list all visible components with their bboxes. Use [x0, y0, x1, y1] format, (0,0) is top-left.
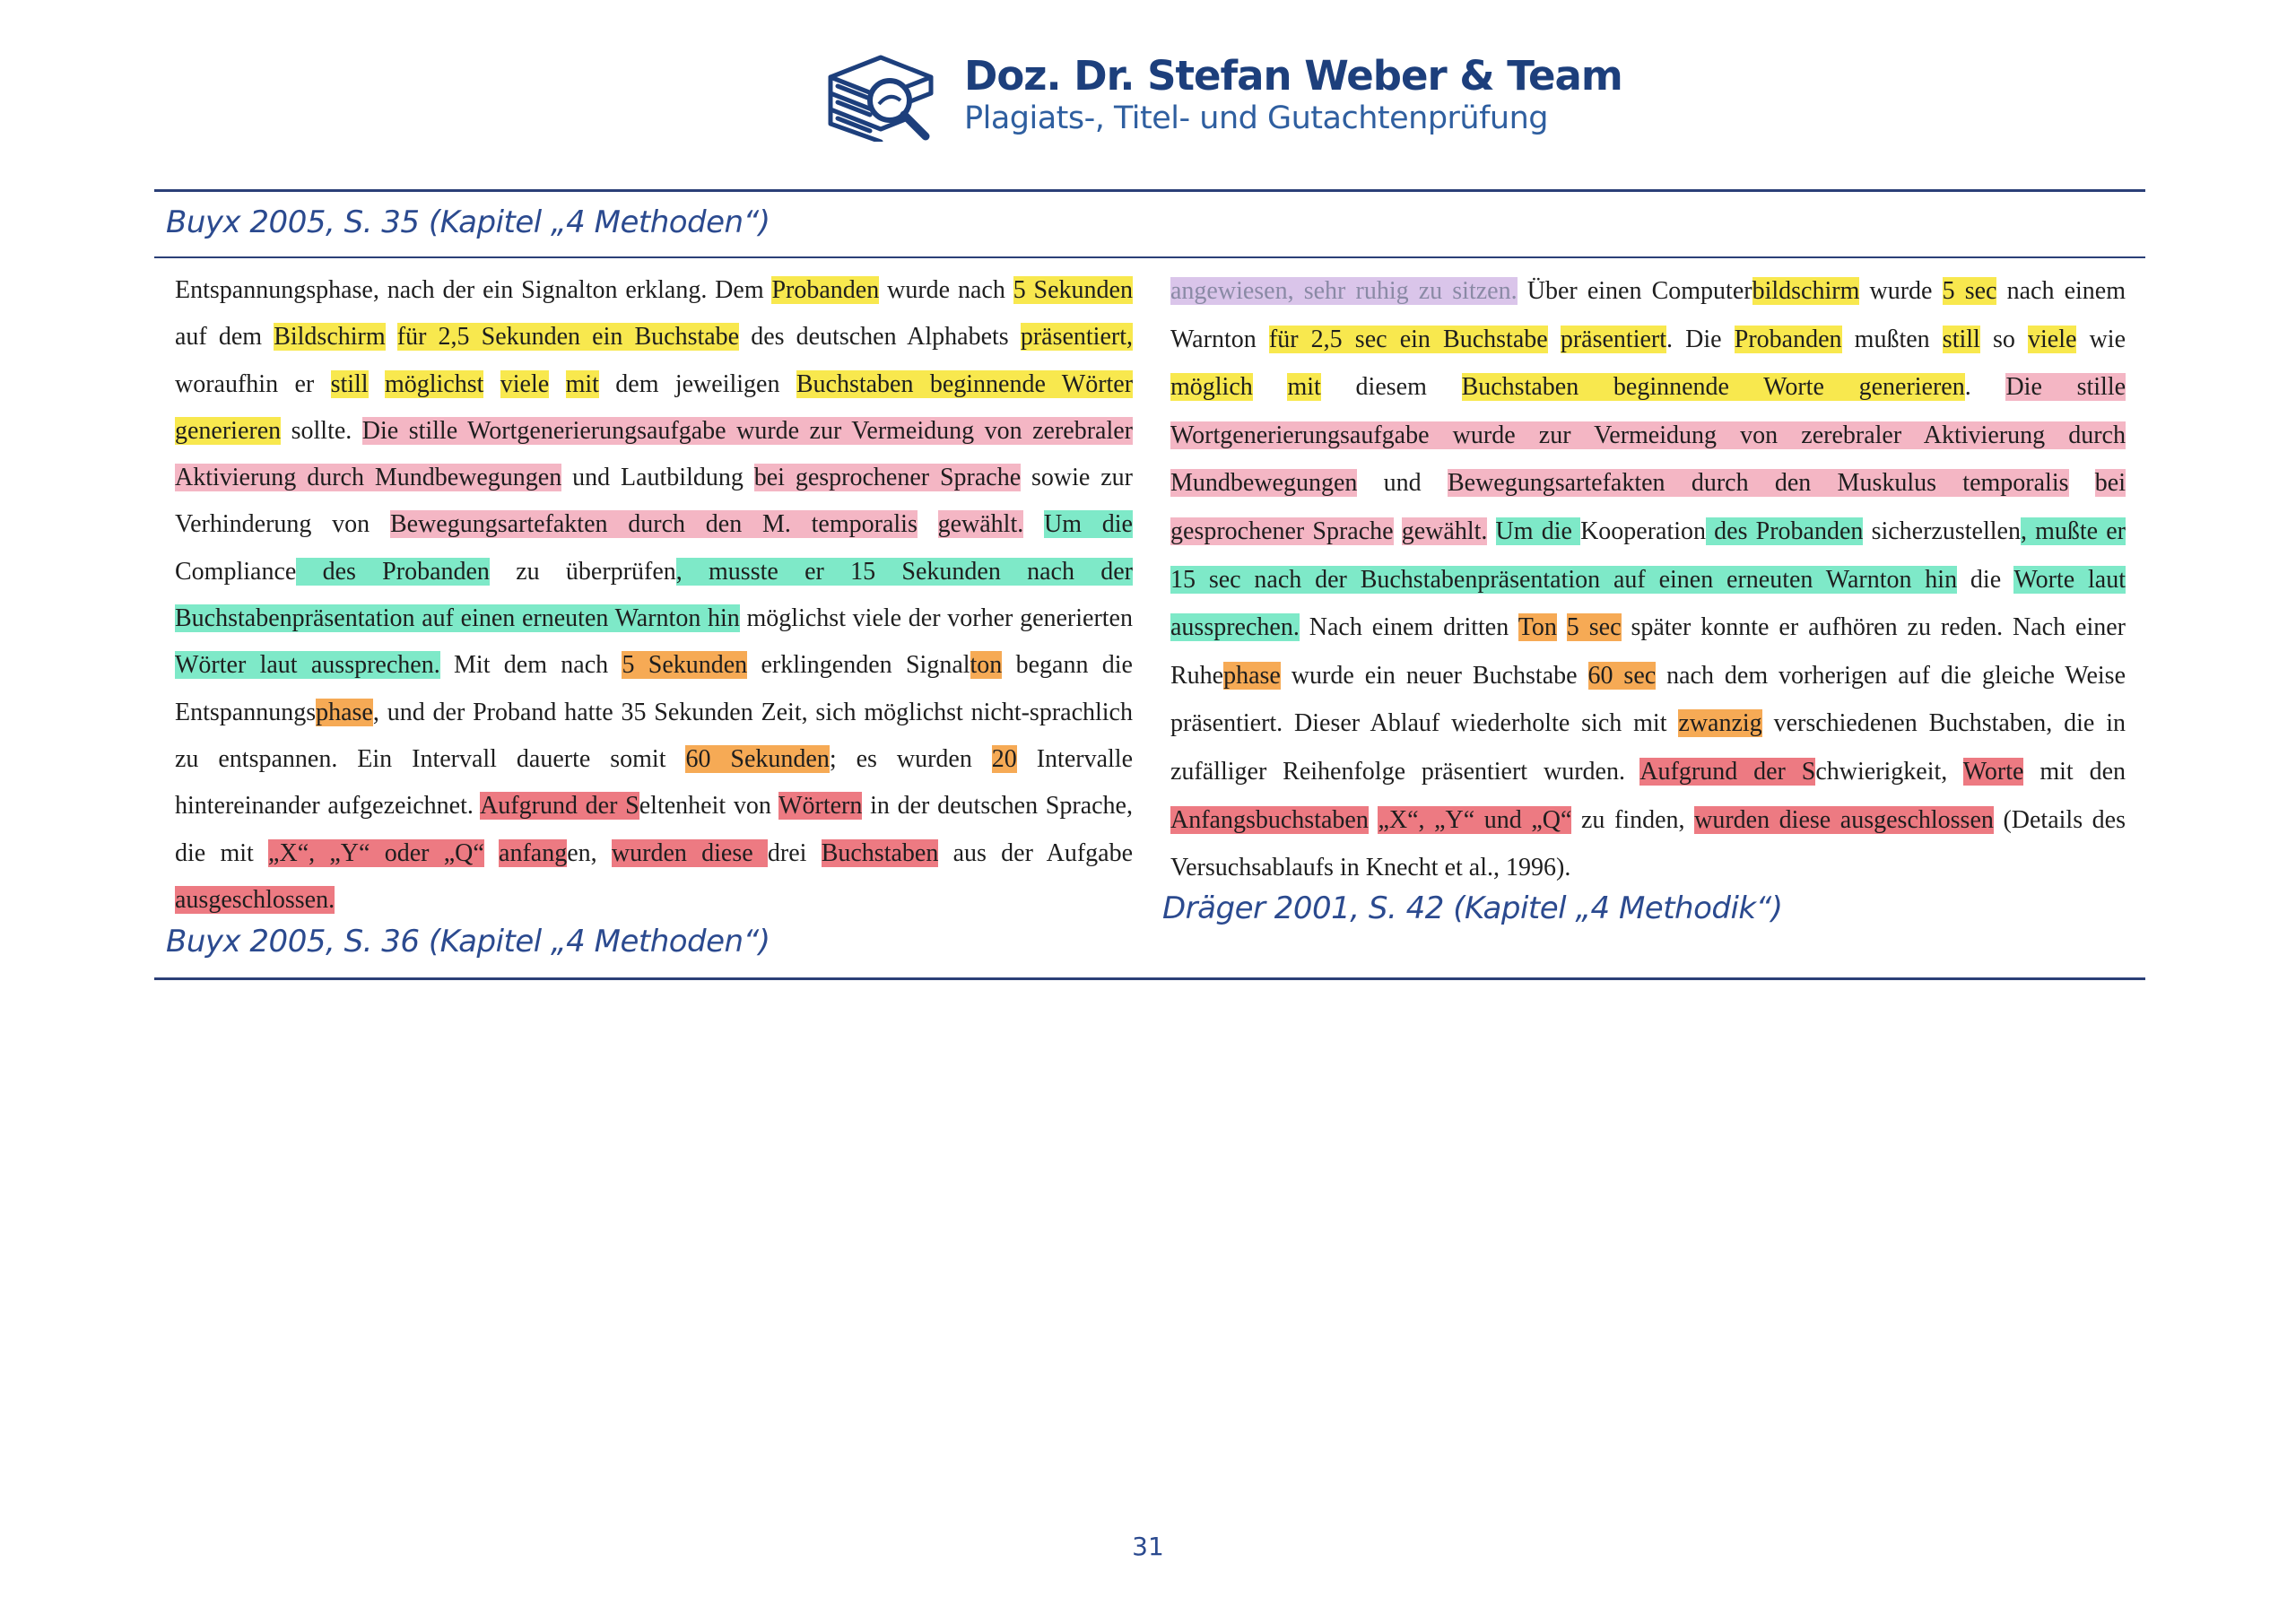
highlighted-text-segment: für 2,5 sec ein Buchstabe: [1268, 325, 1548, 353]
book-magnifier-icon: [825, 50, 936, 142]
mid-divider: [154, 256, 2145, 258]
highlighted-text-segment: mit: [1287, 373, 1321, 402]
text-segment: eltenheit von: [639, 792, 779, 821]
text-segment: sicherzustellen: [1863, 517, 2021, 545]
highlighted-text-segment: ton: [970, 651, 1003, 680]
highlighted-text-segment: 5 Sekunden: [1013, 276, 1133, 304]
highlighted-text-segment: gewählt.: [937, 510, 1024, 539]
highlighted-text-segment: des Probanden: [1706, 517, 1864, 545]
highlighted-text-segment: anfang: [499, 838, 568, 867]
brand-subtitle: Plagiats-, Titel- und Gutachtenprüfung: [964, 100, 1549, 136]
text-segment: wurde nach: [879, 276, 1013, 304]
text-segment: [1548, 326, 1561, 353]
highlighted-text-segment: Ton: [1518, 613, 1557, 642]
text-segment: [1487, 517, 1495, 545]
highlighted-text-segment: phase: [1223, 661, 1281, 690]
highlighted-text-segment: möglich: [1170, 373, 1253, 402]
highlighted-text-segment: bei gesprochener Sprache: [753, 464, 1022, 492]
text-segment: und Lautbildung: [561, 464, 754, 492]
text-segment: [1253, 373, 1288, 401]
text-segment: [483, 370, 500, 398]
text-segment: nach dem vorherigen auf die gleiche Weise präsentiert. Dieser Ablauf wiederholte sich mit: [1170, 661, 2126, 738]
highlighted-text-segment: Worte laut aussprechen.: [1170, 565, 2126, 642]
text-segment: Intervalle hintereinander aufgezeichnet.: [175, 744, 1134, 821]
highlighted-text-segment: für 2,5 Sekunden ein Buchstabe: [396, 323, 740, 352]
text-segment: [918, 510, 938, 538]
text-segment: [484, 839, 499, 867]
text-segment: [1557, 613, 1567, 641]
text-segment: [369, 370, 385, 398]
highlighted-text-segment: still: [1942, 325, 1980, 353]
text-segment: in der deutschen Sprache, die mit: [175, 792, 1133, 867]
highlighted-text-segment: Die stille Wortgenerierungsaufgabe wurde zur Vermeidung von zerebraler Aktivierung durch Mundbewegungen: [1170, 373, 2126, 498]
text-segment: aus der Aufgabe: [938, 838, 1134, 867]
highlighted-text-segment: Bewegungsartefakten durch den Muskulus temporalis: [1447, 469, 2069, 498]
text-segment: zu überprüfen: [489, 557, 676, 586]
text-segment: Über einen Computer: [1517, 277, 1752, 305]
text-segment: en,: [567, 838, 612, 867]
text-segment: [1394, 517, 1402, 545]
highlighted-text-segment: Probanden: [1734, 325, 1842, 353]
highlighted-text-segment: gewählt.: [1401, 517, 1488, 545]
text-segment: dem jeweiligen: [598, 369, 796, 398]
highlighted-text-segment: Um die: [1044, 510, 1133, 539]
right-paragraph: [1170, 267, 2126, 892]
text-segment: Compliance: [175, 557, 297, 586]
text-segment: so: [1979, 325, 2028, 353]
text-segment: zu finden,: [1571, 805, 1695, 834]
text-segment: erklingenden Signal: [747, 651, 970, 680]
highlighted-text-segment: bei gesprochener Sprache: [1170, 469, 2126, 545]
highlighted-text-segment: still: [330, 369, 369, 398]
page-number: 31: [1132, 1532, 1164, 1561]
text-segment: sollte.: [281, 416, 362, 445]
highlighted-text-segment: Wörter laut aussprechen.: [175, 651, 440, 680]
highlighted-text-segment: 60 sec: [1587, 661, 1657, 690]
text-segment: verschiedenen Buchstaben, die in zufälliger Reihenfolge präsentiert wurden.: [1170, 709, 2126, 786]
text-segment: [2069, 469, 2095, 497]
highlighted-text-segment: buchstaben: [1255, 805, 1369, 834]
highlighted-text-segment: viele: [500, 369, 550, 398]
highlighted-text-segment: 60 Sekunden: [685, 744, 830, 773]
source-label-top: Buyx 2005, S. 35 (Kapitel „4 Methoden“): [166, 204, 770, 240]
highlighted-text-segment: phase: [316, 698, 373, 726]
highlighted-text-segment: präsentiert,: [1020, 323, 1133, 352]
text-segment: wie: [2076, 325, 2126, 353]
highlighted-text-segment: Buchstaben beginnende Worte generieren: [1461, 373, 1965, 402]
highlighted-text-segment: „X“, „Y“ und „Q“: [1378, 805, 1572, 834]
source-label-left-bottom: Buyx 2005, S. 36 (Kapitel „4 Methoden“): [166, 924, 770, 960]
text-segment: mit den: [2023, 757, 2126, 786]
text-segment: Nach einem dritten: [1299, 613, 1518, 642]
header: [825, 45, 1622, 143]
highlighted-text-segment: Die stille Wortgenerierungsaufgabe wurde zur Vermeidung von zerebraler Aktivierung durch Mundbewegungen: [175, 416, 1133, 492]
text-segment: [1369, 806, 1378, 834]
text-segment: später konnte er aufhören zu reden. Nach einer Ruhe: [1170, 613, 2126, 690]
left-paragraph: [175, 267, 1133, 924]
highlighted-text-segment: präsentiert: [1560, 325, 1667, 353]
text-segment: diesem: [1320, 373, 1462, 402]
text-segment: Entspannungsphase, nach der ein Signalton erklang. Dem: [175, 276, 772, 304]
highlighted-text-segment: ausgeschlossen.: [175, 885, 335, 914]
top-divider: [154, 189, 2145, 192]
text-segment: drei: [767, 838, 822, 867]
highlighted-text-segment: 5 sec: [1942, 277, 1997, 305]
highlighted-text-segment: des Probanden: [296, 557, 490, 586]
highlighted-text-segment: zwanzig: [1678, 709, 1762, 738]
text-segment: möglichst viele der vorher generierten: [739, 604, 1133, 633]
right-column-text: [1170, 267, 2126, 892]
highlighted-text-segment: möglichst: [384, 369, 484, 398]
highlighted-text-segment: Aufgrund der S: [1639, 757, 1816, 786]
highlighted-text-segment: Bewegungsartefakten durch den M. temporalis: [389, 510, 918, 539]
text-segment: . Die: [1666, 325, 1735, 353]
highlighted-text-segment: Probanden: [771, 276, 880, 304]
text-segment: .: [1964, 373, 2006, 402]
highlighted-text-segment: 5 Sekunden: [622, 651, 748, 680]
text-segment: die: [1957, 565, 2014, 594]
left-column-text: [175, 267, 1133, 924]
text-segment: auf dem: [175, 323, 274, 352]
highlighted-text-segment: , mußte er 15 sec nach der Buchstabenpräsentation auf einen erneuten Warnton hin: [1170, 517, 2126, 594]
source-label-right-bottom: Dräger 2001, S. 42 (Kapitel „4 Methodik“): [1162, 890, 1783, 926]
highlighted-text-segment: Buchstaben: [821, 838, 939, 867]
text-segment: nach einem Warnton: [1170, 277, 2126, 353]
highlighted-text-segment: wurden diese ausgeschlossen: [1694, 805, 1994, 834]
highlighted-text-segment: „X“, „Y“ oder „Q“: [268, 838, 484, 867]
highlighted-text-segment: 20: [991, 744, 1017, 773]
text-segment: wurde: [1859, 277, 1943, 305]
highlighted-text-segment: , musste er 15 Sekunden nach der Buchstabenpräsentation auf einen erneuten Warnton hin: [175, 557, 1133, 633]
bottom-divider: [154, 977, 2145, 980]
highlighted-text-segment: Wörtern: [778, 792, 863, 821]
highlighted-text-segment: Anfangs: [1170, 805, 1256, 834]
highlighted-text-segment: wurden diese: [611, 838, 768, 867]
text-segment: ; es wurden: [829, 744, 992, 773]
text-segment: [386, 323, 397, 351]
highlighted-text-segment: Buchstaben beginnende Wörter generieren: [175, 369, 1134, 445]
text-segment: sowie zur Verhinderung von: [175, 464, 1133, 539]
highlighted-text-segment: angewiesen, sehr ruhig zu sitzen.: [1170, 277, 1518, 305]
highlighted-text-segment: viele: [2028, 325, 2077, 353]
text-segment: [549, 370, 565, 398]
text-segment: chwierigkeit,: [1815, 757, 1963, 786]
text-segment: Mit dem nach: [439, 651, 622, 680]
text-segment: begann die Entspannungs: [175, 651, 1133, 726]
highlighted-text-segment: Aufgrund der S: [480, 792, 639, 821]
highlighted-text-segment: bildschirm: [1752, 277, 1860, 305]
text-segment: , und der Proband hatte 35 Sekunden Zeit, sich möglichst nicht-sprachlich zu entspannen. Ein Intervall dauerte somit: [175, 698, 1133, 773]
text-segment: des deutschen Alphabets: [739, 323, 1021, 352]
highlighted-text-segment: 5 sec: [1566, 613, 1622, 642]
highlighted-text-segment: Um die: [1495, 517, 1581, 545]
text-segment: wurde ein neuer Buchstabe: [1280, 661, 1588, 690]
text-segment: (Details des Versuchsablaufs in Knecht et al., 1996).: [1170, 805, 2126, 882]
highlighted-text-segment: mit: [565, 369, 599, 398]
text-segment: [1023, 510, 1044, 538]
text-segment: Kooperation: [1580, 517, 1707, 545]
brand-title: Doz. Dr. Stefan Weber & Team: [964, 52, 1622, 100]
highlighted-text-segment: Worte: [1962, 757, 2024, 786]
text-segment: woraufhin er: [175, 369, 331, 398]
highlighted-text-segment: Bildschirm: [274, 323, 386, 352]
text-segment: mußten: [1841, 325, 1943, 353]
text-segment: und: [1357, 469, 1448, 498]
